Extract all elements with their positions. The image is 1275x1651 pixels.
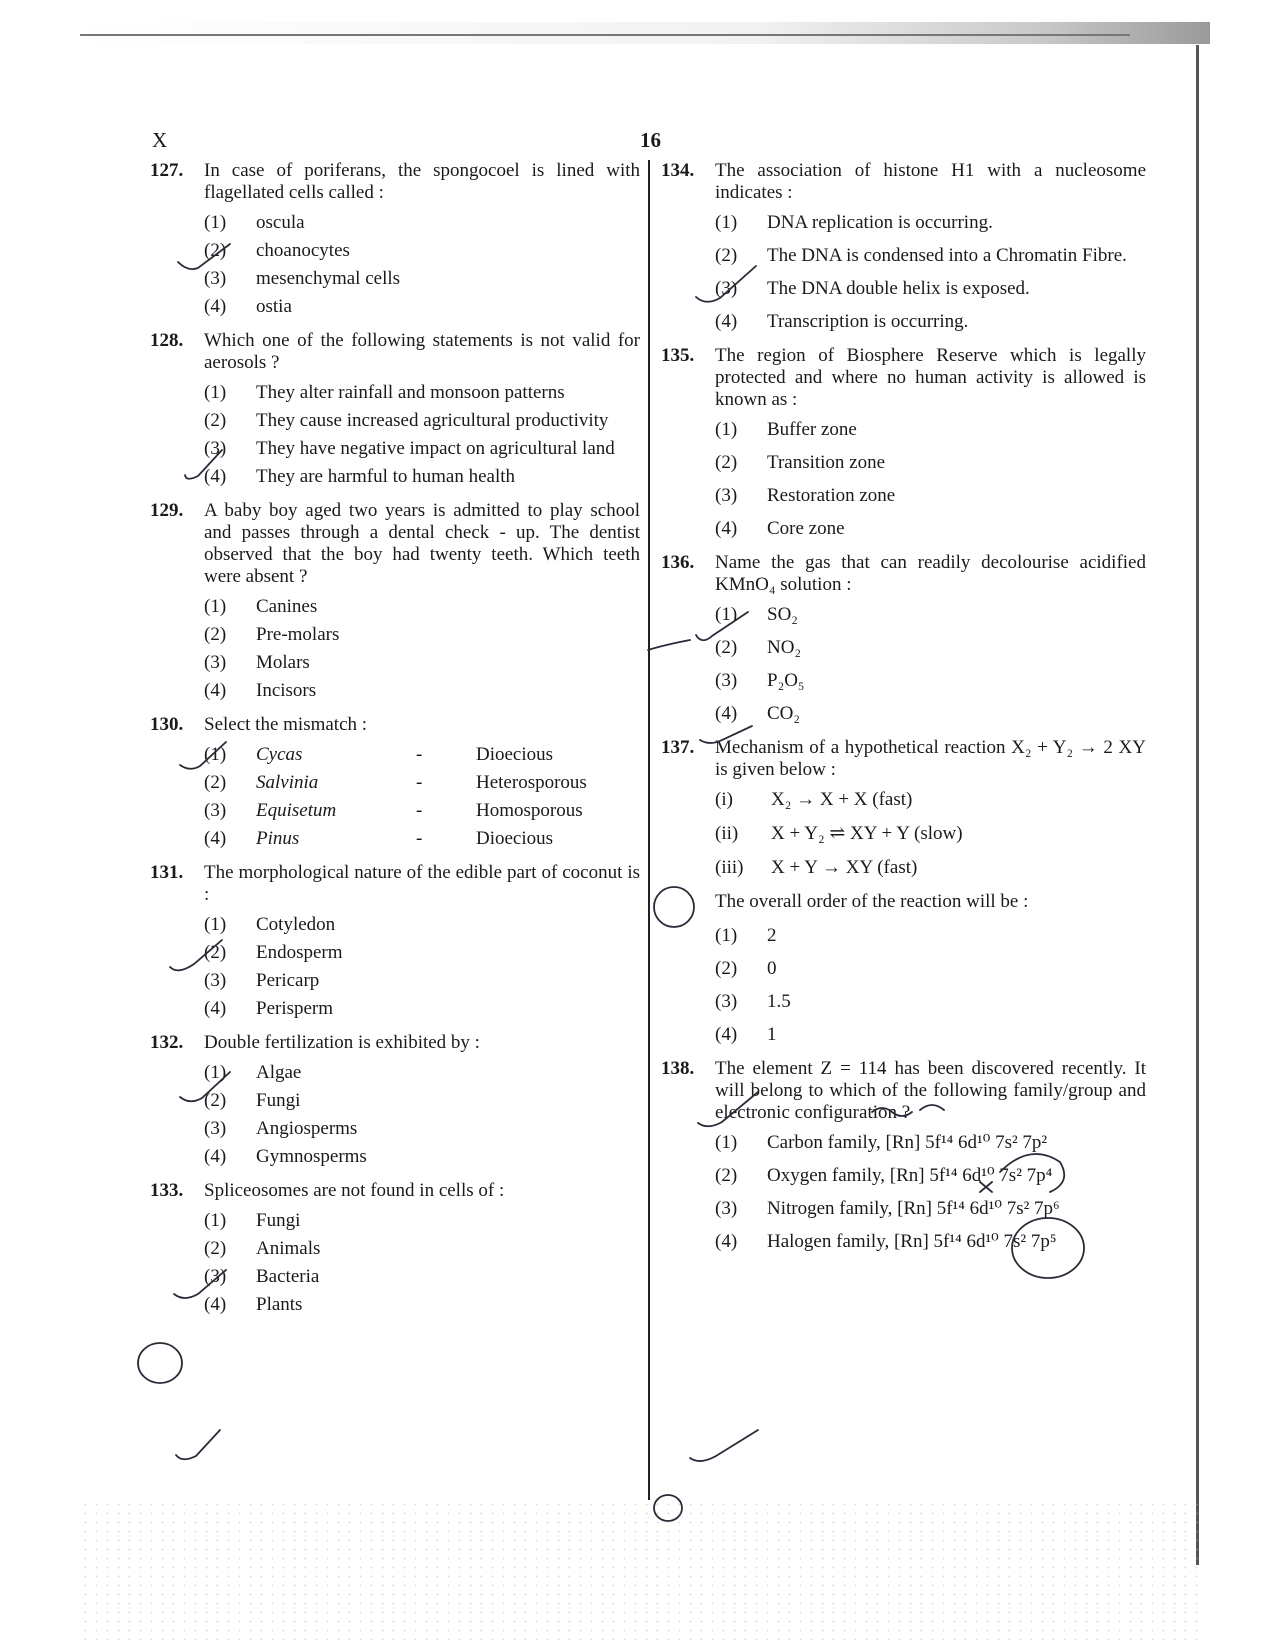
question-number: 129. bbox=[150, 500, 184, 521]
option-number: (3) bbox=[204, 438, 227, 459]
step-text: X + Y₂ ⇌ XY + Y (slow) bbox=[771, 823, 963, 844]
step-number: (i) bbox=[715, 789, 733, 810]
option-text: Pericarp bbox=[256, 970, 320, 991]
match-option bbox=[204, 772, 640, 794]
option-number: (3) bbox=[715, 485, 738, 506]
question-text: Mechanism of a hypothetical reaction X₂ + Y₂ → 2 XY is given below : bbox=[715, 737, 1146, 780]
option-text: CO₂ bbox=[767, 703, 801, 724]
step-text: X₂ → X + X (fast) bbox=[771, 789, 913, 810]
option-text: The DNA is condensed into a Chromatin Fibre. bbox=[767, 245, 1127, 266]
option-text: Oxygen family, [Rn] 5f¹⁴ 6d¹⁰ 7s² 7p⁴ bbox=[767, 1165, 1053, 1186]
option-text: oscula bbox=[256, 212, 305, 233]
option-number: (2) bbox=[715, 637, 738, 658]
option bbox=[204, 998, 640, 1020]
match-term: Salvinia bbox=[256, 772, 319, 793]
option-number: (1) bbox=[715, 212, 738, 233]
question-text: A baby boy aged two years is admitted to play school and passes through a dental check - up. The dentist observed that the boy had twenty teeth. Which teeth were absent ? bbox=[204, 500, 640, 587]
option-number: (3) bbox=[204, 1118, 227, 1139]
option-text: Core zone bbox=[767, 518, 845, 539]
match-term: Pinus bbox=[256, 828, 300, 849]
option-number: (1) bbox=[204, 914, 227, 935]
option bbox=[204, 914, 640, 936]
option-text: They are harmful to human health bbox=[256, 466, 516, 487]
option-number: (3) bbox=[204, 268, 227, 289]
scan-right-edge bbox=[1196, 45, 1199, 1565]
option-text: Animals bbox=[256, 1238, 321, 1259]
question-number: 135. bbox=[661, 345, 695, 366]
option bbox=[715, 991, 1146, 1013]
column-divider bbox=[648, 160, 650, 1500]
option-text: choanocytes bbox=[256, 240, 350, 261]
option bbox=[715, 485, 1146, 507]
option-number: (1) bbox=[204, 1210, 227, 1231]
option-number: (2) bbox=[204, 942, 227, 963]
match-option bbox=[204, 800, 640, 822]
left-column bbox=[150, 160, 640, 1328]
option bbox=[715, 212, 1146, 234]
option-text: Endosperm bbox=[256, 942, 343, 963]
match-dash: - bbox=[416, 772, 423, 793]
option-number: (2) bbox=[715, 245, 738, 266]
option-text: Fungi bbox=[256, 1090, 301, 1111]
option-number: (4) bbox=[204, 466, 227, 487]
option bbox=[204, 1210, 640, 1232]
question-130 bbox=[150, 714, 640, 850]
option-number: (3) bbox=[204, 652, 227, 673]
step-text: X + Y → XY (fast) bbox=[771, 857, 918, 878]
question-138 bbox=[661, 1058, 1146, 1253]
option-number: (1) bbox=[715, 419, 738, 440]
question-text: Select the mismatch : bbox=[204, 714, 368, 735]
question-number: 137. bbox=[661, 737, 695, 758]
option-text: Angiosperms bbox=[256, 1118, 358, 1139]
option bbox=[204, 680, 640, 702]
option-text: Restoration zone bbox=[767, 485, 896, 506]
tick-mark bbox=[176, 1430, 220, 1459]
option bbox=[715, 1132, 1146, 1154]
mechanism-step bbox=[715, 857, 1146, 879]
option bbox=[204, 1118, 640, 1140]
question-132 bbox=[150, 1032, 640, 1168]
option-text: Algae bbox=[256, 1062, 302, 1083]
option bbox=[204, 652, 640, 674]
mechanism-step bbox=[715, 789, 1146, 811]
option-number: (2) bbox=[204, 1090, 227, 1111]
option bbox=[715, 419, 1146, 441]
option-number: (4) bbox=[715, 703, 738, 724]
option-number: (2) bbox=[204, 1238, 227, 1259]
question-number: 132. bbox=[150, 1032, 184, 1053]
option-number: (4) bbox=[204, 680, 227, 701]
option-text: DNA replication is occurring. bbox=[767, 212, 993, 233]
option-text: P₂O₅ bbox=[767, 670, 805, 691]
option-number: (4) bbox=[715, 1231, 738, 1252]
question-136 bbox=[661, 552, 1146, 725]
option bbox=[204, 1238, 640, 1260]
option-text: Buffer zone bbox=[767, 419, 857, 440]
circle-mark bbox=[138, 1343, 182, 1383]
option bbox=[715, 703, 1146, 725]
set-code: X bbox=[152, 128, 168, 152]
option bbox=[715, 245, 1146, 267]
option-text: They alter rainfall and monsoon patterns bbox=[256, 382, 565, 403]
option-text: They have negative impact on agricultural land bbox=[256, 438, 615, 459]
question-134 bbox=[661, 160, 1146, 333]
option-text: Fungi bbox=[256, 1210, 301, 1231]
question-number: 131. bbox=[150, 862, 184, 883]
question-text: The element Z = 114 has been discovered recently. It will belong to which of the following family/group and electronic configuration ? bbox=[715, 1058, 1146, 1123]
option-number: (2) bbox=[715, 1165, 738, 1186]
question-prompt: The overall order of the reaction will be : bbox=[715, 891, 1029, 912]
option bbox=[204, 410, 640, 432]
match-feature: Dioecious bbox=[476, 828, 554, 849]
option-number: (4) bbox=[204, 1294, 227, 1315]
option bbox=[204, 268, 640, 290]
scan-noise bbox=[80, 1500, 1200, 1640]
option-text: ostia bbox=[256, 296, 292, 317]
option bbox=[204, 1266, 640, 1288]
mechanism-step bbox=[715, 823, 1146, 845]
option-text: Carbon family, [Rn] 5f¹⁴ 6d¹⁰ 7s² 7p² bbox=[767, 1132, 1048, 1153]
option-number: (4) bbox=[715, 1024, 738, 1045]
option-text: Perisperm bbox=[256, 998, 334, 1019]
option-number: (1) bbox=[204, 1062, 227, 1083]
option-number: (3) bbox=[715, 991, 738, 1012]
match-dash: - bbox=[416, 744, 423, 765]
question-text: Spliceosomes are not found in cells of : bbox=[204, 1180, 505, 1201]
question-128 bbox=[150, 330, 640, 488]
match-term: Cycas bbox=[256, 744, 303, 765]
option-number: (4) bbox=[204, 998, 227, 1019]
option-number: (2) bbox=[204, 410, 227, 431]
option-text: Nitrogen family, [Rn] 5f¹⁴ 6d¹⁰ 7s² 7p⁶ bbox=[767, 1198, 1060, 1219]
option-text: 2 bbox=[767, 925, 777, 946]
match-feature: Dioecious bbox=[476, 744, 554, 765]
scan-top-bar bbox=[70, 22, 1210, 44]
option bbox=[204, 240, 640, 262]
option bbox=[715, 637, 1146, 659]
match-feature: Homosporous bbox=[476, 800, 583, 821]
option bbox=[715, 1198, 1146, 1220]
option-number: (1) bbox=[204, 212, 227, 233]
match-term: Equisetum bbox=[256, 800, 337, 821]
option-number: (3) bbox=[715, 278, 738, 299]
question-129 bbox=[150, 500, 640, 702]
option-number: (2) bbox=[715, 452, 738, 473]
option bbox=[204, 1294, 640, 1316]
option bbox=[715, 1231, 1146, 1253]
right-column bbox=[661, 160, 1146, 1265]
option-text: Bacteria bbox=[256, 1266, 320, 1287]
option bbox=[204, 438, 640, 460]
option bbox=[204, 382, 640, 404]
option-text: mesenchymal cells bbox=[256, 268, 401, 289]
option bbox=[204, 596, 640, 618]
option-text: Incisors bbox=[256, 680, 317, 701]
match-option bbox=[204, 744, 640, 766]
option bbox=[715, 278, 1146, 300]
question-number: 138. bbox=[661, 1058, 695, 1079]
option bbox=[204, 212, 640, 234]
option-text: Halogen family, [Rn] 5f¹⁴ 6d¹⁰ 7s² 7p⁵ bbox=[767, 1231, 1057, 1252]
question-text: Which one of the following statements is not valid for aerosols ? bbox=[204, 330, 640, 373]
option-text: 1 bbox=[767, 1024, 777, 1045]
option bbox=[204, 1146, 640, 1168]
option-number: (1) bbox=[715, 604, 738, 625]
option-text: Cotyledon bbox=[256, 914, 336, 935]
option bbox=[715, 452, 1146, 474]
option-number: (3) bbox=[715, 1198, 738, 1219]
scan-top-line bbox=[80, 34, 1130, 36]
option-text: They cause increased agricultural productivity bbox=[256, 410, 609, 431]
option-number: (2) bbox=[204, 624, 227, 645]
question-127 bbox=[150, 160, 640, 318]
option-number: (1) bbox=[715, 1132, 738, 1153]
option-number: (2) bbox=[204, 240, 227, 261]
question-text: Name the gas that can readily decolourise acidified KMnO₄ solution : bbox=[715, 552, 1146, 595]
option bbox=[204, 624, 640, 646]
option-text: SO₂ bbox=[767, 604, 798, 625]
option-text: Pre-molars bbox=[256, 624, 340, 645]
option-text: 1.5 bbox=[767, 991, 791, 1012]
question-number: 136. bbox=[661, 552, 695, 573]
option bbox=[204, 1090, 640, 1112]
option bbox=[204, 1062, 640, 1084]
question-number: 130. bbox=[150, 714, 184, 735]
option-text: Plants bbox=[256, 1294, 303, 1315]
option bbox=[715, 604, 1146, 626]
question-number: 134. bbox=[661, 160, 695, 181]
option-number: (1) bbox=[204, 744, 227, 765]
option bbox=[204, 942, 640, 964]
option bbox=[715, 1024, 1146, 1046]
match-dash: - bbox=[416, 800, 423, 821]
question-text: The morphological nature of the edible part of coconut is : bbox=[204, 862, 640, 905]
option-text: The DNA double helix is exposed. bbox=[767, 278, 1030, 299]
option-number: (4) bbox=[204, 296, 227, 317]
option-number: (3) bbox=[204, 970, 227, 991]
option-text: Transition zone bbox=[767, 452, 886, 473]
question-number: 128. bbox=[150, 330, 184, 351]
question-131 bbox=[150, 862, 640, 1020]
question-text: The region of Biosphere Reserve which is legally protected and where no human activity is allowed is known as : bbox=[715, 345, 1146, 410]
option-text: NO₂ bbox=[767, 637, 802, 658]
tick-mark bbox=[690, 1430, 758, 1461]
option-number: (4) bbox=[715, 311, 738, 332]
option bbox=[715, 1165, 1146, 1187]
question-133 bbox=[150, 1180, 640, 1316]
option bbox=[715, 518, 1146, 540]
option-number: (1) bbox=[715, 925, 738, 946]
option-number: (1) bbox=[204, 596, 227, 617]
option-text: Transcription is occurring. bbox=[767, 311, 969, 332]
option-number: (4) bbox=[715, 518, 738, 539]
step-number: (ii) bbox=[715, 823, 739, 844]
match-feature: Heterosporous bbox=[476, 772, 587, 793]
option bbox=[715, 311, 1146, 333]
step-number: (iii) bbox=[715, 857, 744, 878]
question-number: 127. bbox=[150, 160, 184, 181]
question-137 bbox=[661, 737, 1146, 1046]
match-option bbox=[204, 828, 640, 850]
option-number: (2) bbox=[204, 772, 227, 793]
option-number: (1) bbox=[204, 382, 227, 403]
option-number: (4) bbox=[204, 828, 227, 849]
option-text: Canines bbox=[256, 596, 318, 617]
page-number: 16 bbox=[640, 128, 661, 152]
question-text: Double fertilization is exhibited by : bbox=[204, 1032, 480, 1053]
option bbox=[715, 925, 1146, 947]
option-text: Molars bbox=[256, 652, 310, 673]
option bbox=[204, 970, 640, 992]
question-135 bbox=[661, 345, 1146, 540]
option bbox=[715, 958, 1146, 980]
question-text: The association of histone H1 with a nucleosome indicates : bbox=[715, 160, 1146, 203]
question-text: In case of poriferans, the spongocoel is lined with flagellated cells called : bbox=[204, 160, 640, 203]
option-text: Gymnosperms bbox=[256, 1146, 367, 1167]
option-number: (2) bbox=[715, 958, 738, 979]
question-number: 133. bbox=[150, 1180, 184, 1201]
option bbox=[715, 670, 1146, 692]
option-number: (3) bbox=[715, 670, 738, 691]
option-number: (3) bbox=[204, 800, 227, 821]
option bbox=[204, 296, 640, 318]
option bbox=[204, 466, 640, 488]
match-dash: - bbox=[416, 828, 423, 849]
option-number: (4) bbox=[204, 1146, 227, 1167]
option-text: 0 bbox=[767, 958, 777, 979]
option-number: (3) bbox=[204, 1266, 227, 1287]
